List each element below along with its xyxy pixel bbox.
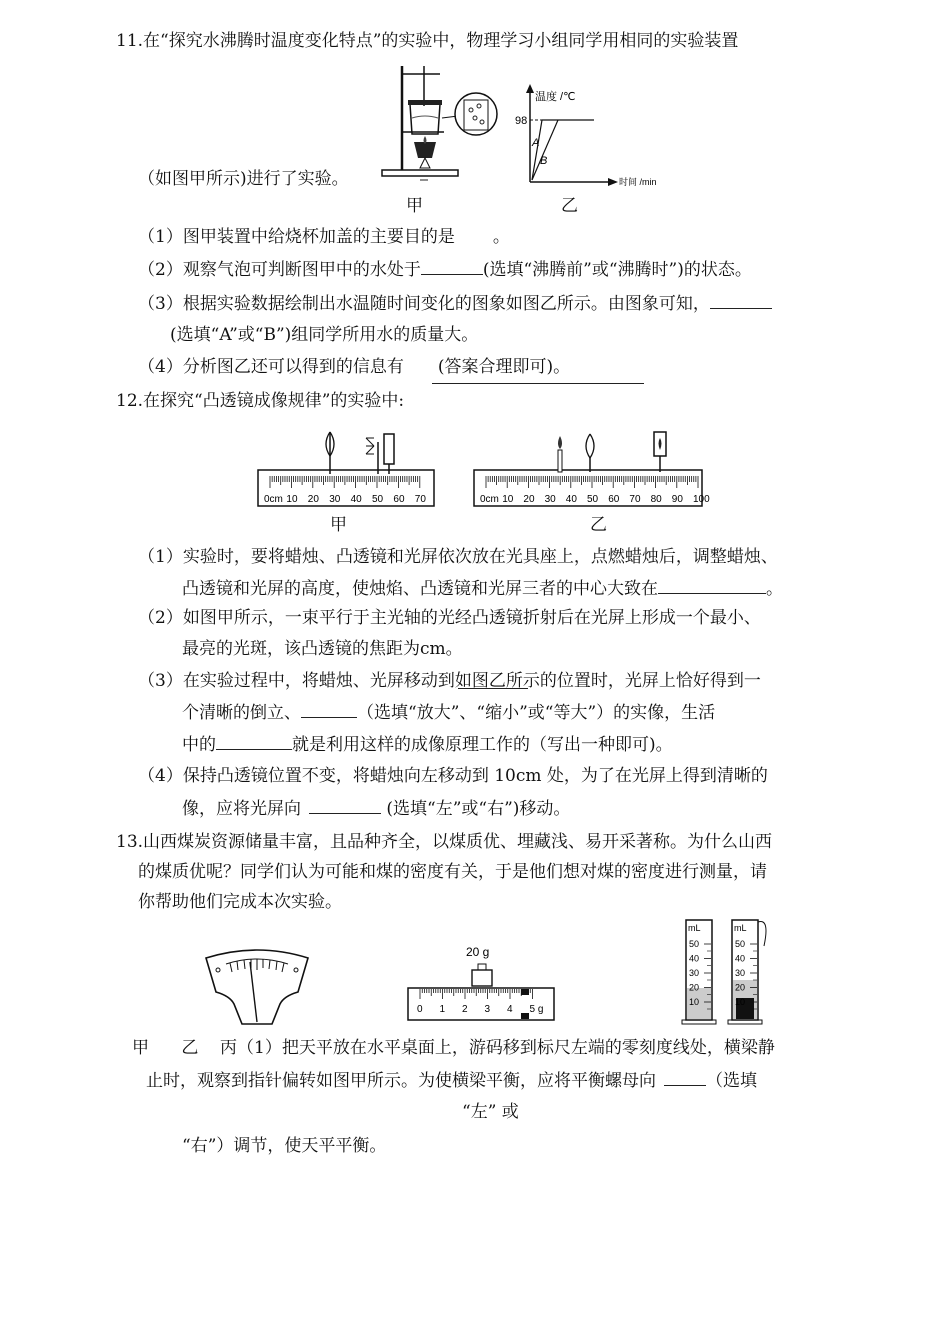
- q11-part4: （4）分析图乙还可以得到的信息有 (答案合理即可)。: [138, 357, 571, 377]
- cylinder-tick-label: 30: [735, 968, 746, 978]
- q13-stem-line2: 的煤质优呢？同学们认为可能和煤的密度有关，于是他们想对煤的密度进行测量，请: [138, 862, 767, 882]
- optical-bench-jia: [256, 428, 438, 510]
- cylinder-tick-label: 50: [689, 939, 700, 949]
- ruler-label: 70: [629, 494, 641, 505]
- scale-label: 1: [439, 1004, 446, 1015]
- q11-part3: （3）根据实验数据绘制出水温随时间变化的图象如图乙所示。由图象可知，: [138, 292, 772, 315]
- graduated-cylinders: [680, 916, 790, 1028]
- scale-label: 3: [484, 1004, 491, 1015]
- q12-part4-line1: （4）保持凸透镜位置不变，将蜡烛向左移动到 10cm 处，为了在光屏上得到清晰的: [138, 766, 768, 786]
- weight-label: 20 g: [466, 945, 490, 959]
- temperature-time-graph: [502, 84, 672, 190]
- balance-pointer-dial: [202, 948, 312, 1026]
- scale-label: 5 g: [529, 1004, 544, 1015]
- ruler-label: 50: [587, 494, 599, 505]
- q11-fig-label-jia: 甲: [406, 196, 423, 216]
- ruler-label: 60: [393, 494, 405, 505]
- cylinder-unit: mL: [734, 923, 747, 933]
- ruler-label: 30: [544, 494, 556, 505]
- q13-fig-labels: 甲 乙 丙（1）把天平放在水平桌面上，游码移到标尺左端的零刻度线处，横梁静: [132, 1038, 775, 1058]
- q13-part1-line4: “右”）调节，使天平平衡。: [182, 1136, 387, 1156]
- answer-line: [458, 688, 528, 689]
- ruler-label: 50: [372, 494, 384, 505]
- q12-part1-line2: 凸透镜和光屏的高度，使烛焰、凸透镜和光屏三者的中心大致在 。: [182, 579, 783, 599]
- q11-part3-cont: (选填“A”或“B”)组同学所用水的质量大。: [170, 325, 479, 345]
- q12-part1-line1: （1）实验时，要将蜡烛、凸透镜和光屏依次放在光具座上，点燃蜡烛后，调整蜡烛、: [138, 547, 778, 567]
- ruler-label: 0cm: [264, 494, 283, 505]
- graph-tick-98: 98: [515, 115, 528, 127]
- q12-fig-label-jia: 甲: [330, 515, 347, 535]
- answer-blank: [216, 733, 292, 750]
- q12-part4-line2: 像，应将光屏向 (选填“左”或“右”)移动。: [182, 799, 571, 819]
- answer-blank: [658, 577, 766, 594]
- ruler-label: 10: [286, 494, 298, 505]
- q11-part1: （1）图甲装置中给烧杯加盖的主要目的是 。: [138, 227, 510, 247]
- answer-blank: [421, 258, 483, 275]
- q12-fig-label-yi: 乙: [590, 515, 607, 535]
- cylinder-unit: mL: [688, 923, 701, 933]
- q13-part1-line3: “左” 或: [462, 1102, 519, 1122]
- q13-stem-line3: 你帮助他们完成本次实验。: [138, 892, 342, 912]
- graph-ylabel: 温度 /℃: [535, 91, 576, 103]
- scale-label: 4: [507, 1004, 513, 1015]
- scale-label: 2: [462, 1004, 468, 1015]
- graph-line-a: A: [532, 137, 540, 149]
- cylinder-tick-label: 20: [735, 982, 746, 993]
- cylinder-tick-label: 50: [735, 939, 746, 949]
- q12-part2-line2: 最亮的光斑，该凸透镜的焦距为cm。: [182, 639, 463, 659]
- ruler-label: 10: [502, 494, 514, 505]
- ruler-label: 40: [350, 494, 362, 505]
- cylinder-tick-label: 20: [689, 982, 700, 993]
- q12-part3-line3: 中的 就是利用这样的成像原理工作的（写出一种即可)。: [182, 735, 673, 755]
- ruler-label: 20: [307, 494, 319, 505]
- ruler-label: 100: [693, 494, 710, 505]
- optical-bench-yi: [472, 428, 708, 510]
- q11-stem-cont: （如图甲所示)进行了实验。: [138, 169, 349, 189]
- answer-blank: [301, 701, 357, 718]
- ruler-label: 80: [650, 494, 662, 505]
- cylinder-tick-label: 40: [735, 953, 746, 964]
- q11-stem: 11.在“探究水沸腾时温度变化特点”的实验中，物理学习小组同学用相同的实验装置: [116, 31, 739, 51]
- q12-part3-line2: 个清晰的倒立、 （选填“放大”、“缩小”或“等大”）的实像，生活: [182, 703, 716, 723]
- answer-line: [432, 383, 644, 384]
- cylinder-tick-label: 10: [735, 997, 746, 1007]
- cylinder-tick-label: 10: [689, 997, 700, 1007]
- graph-line-b: B: [540, 155, 548, 167]
- q11-fig-label-yi: 乙: [561, 196, 578, 216]
- scale-label: 0: [417, 1004, 423, 1015]
- ruler-label: 40: [565, 494, 577, 505]
- ruler-label: 20: [523, 494, 535, 505]
- balance-beam-scale: [406, 940, 558, 1024]
- answer-blank: [309, 797, 381, 814]
- ruler-label: 30: [329, 494, 341, 505]
- ruler-label: 60: [608, 494, 620, 505]
- answer-blank: [710, 292, 772, 309]
- answer-blank: [664, 1069, 706, 1086]
- q12-part2-line1: （2）如图甲所示，一束平行于主光轴的光经凸透镜折射后在光屏上形成一个最小、: [138, 608, 761, 628]
- cylinder-tick-label: 40: [689, 953, 700, 964]
- graph-xlabel: 时间 /min: [619, 177, 657, 187]
- ruler-label: 90: [671, 494, 683, 505]
- ruler-label: 70: [414, 494, 426, 505]
- ruler-label: 0cm: [480, 494, 499, 505]
- cylinder-tick-label: 30: [689, 968, 700, 978]
- q11-part2: （2）观察气泡可判断图甲中的水处于 (选填“沸腾前”或“沸腾时”)的状态。: [138, 260, 752, 280]
- q12-stem: 12.在探究“凸透镜成像规律”的实验中:: [116, 391, 405, 411]
- boiling-apparatus-figure: [378, 62, 500, 186]
- q13-part1-line2: 止时，观察到指针偏转如图甲所示。为使横梁平衡，应将平衡螺母向 （选填: [146, 1071, 757, 1091]
- q12-part3-line1: （3）在实验过程中，将蜡烛、光屏移动到如图乙所示的位置时，光屏上恰好得到一: [138, 671, 761, 691]
- q13-stem-line1: 13.山西煤炭资源储量丰富，且品种齐全，以煤质优、埋藏浅、易开采著称。为什么山西: [116, 832, 773, 852]
